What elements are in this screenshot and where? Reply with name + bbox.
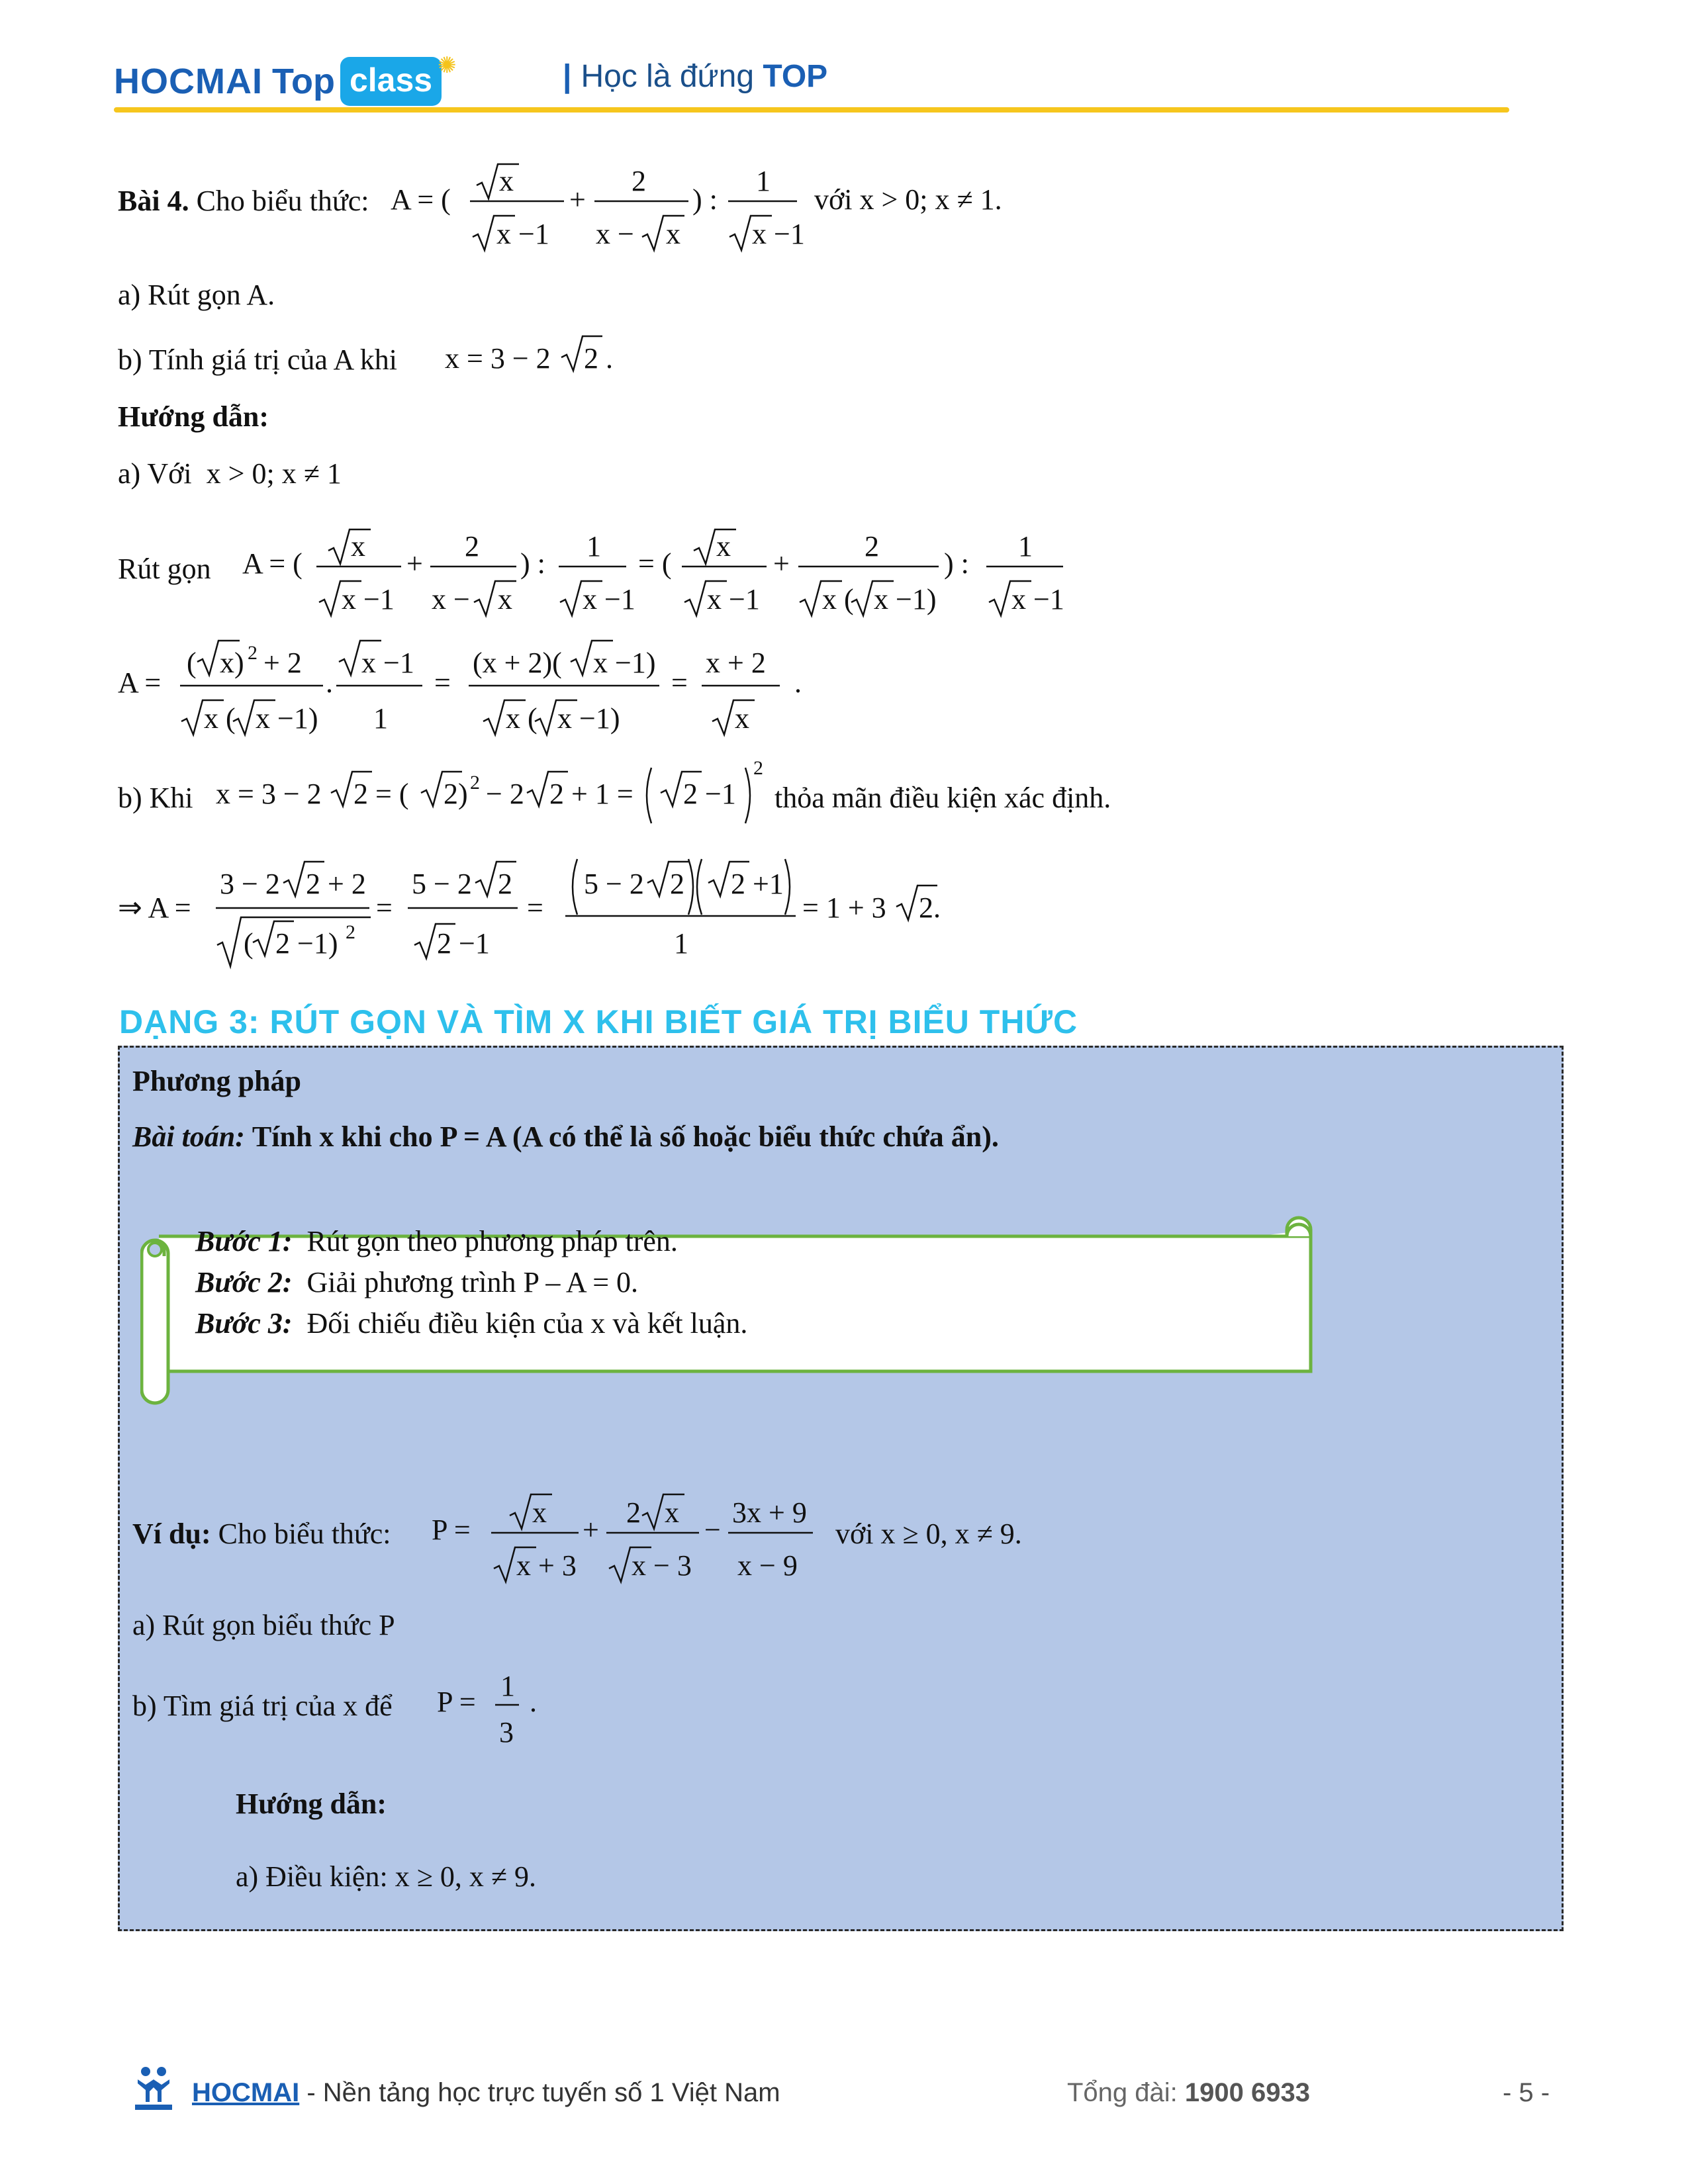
step-2 [195,1265,638,1299]
svg-text:2: 2 [753,757,763,779]
guide-a-condition: x > 0; x ≠ 1 [199,457,342,490]
footer-brand-link[interactable]: HOCMAI [192,2078,300,2107]
svg-text:=: = [671,666,688,699]
formula-simplify-step-2 [118,635,912,741]
svg-text:(: ( [187,647,197,679]
svg-text:x −1: x −1 [752,218,805,250]
svg-text:1: 1 [756,165,771,197]
formula-P-target [437,1668,569,1754]
svg-text:(x + 2)(: (x + 2)( [473,647,562,679]
svg-text:2): 2) [444,778,468,810]
svg-text:3 − 2: 3 − 2 [220,868,280,900]
example-guide-a-math: x ≥ 0, x ≠ 9. [395,1860,536,1893]
svg-text:1: 1 [373,702,388,735]
svg-text:x − 9: x − 9 [737,1549,798,1582]
svg-text:2 + 2: 2 + 2 [306,868,366,900]
svg-text:x (: x ( [506,702,538,735]
step-1-label: Bước 1: [195,1225,293,1257]
svg-text:3x + 9: 3x + 9 [732,1496,807,1529]
svg-text:5 − 2: 5 − 2 [412,868,472,900]
svg-text:A = (: A = ( [391,183,451,216]
step-1-text: Rút gọn theo phương pháp trên. [306,1225,678,1257]
svg-text:x −: x − [432,583,470,615]
svg-text:3: 3 [499,1716,514,1749]
svg-text:−: − [704,1514,721,1546]
svg-text:x: x [351,530,365,563]
svg-text:với x > 0; x ≠ 1.: với x > 0; x ≠ 1. [814,183,1002,216]
svg-text:x −1: x −1 [1011,583,1064,615]
svg-text:=: = [376,891,393,924]
example-guide-a [236,1860,536,1893]
header-rule [114,107,1509,113]
svg-text:A =: A = [118,666,162,699]
tagline-emphasis: TOP [763,59,828,94]
svg-text:2: 2 [632,165,646,197]
svg-text:2: 2 [670,868,684,900]
step-3 [195,1306,747,1340]
example-part-b [132,1689,393,1723]
example-intro [132,1517,391,1551]
section-title: DẠNG 3: RÚT GỌN VÀ TÌM X KHI BIẾT GIÁ TRỊ BIỂU THỨC [119,1003,1078,1040]
step-2-label: Bước 2: [195,1266,293,1298]
svg-text:2 .: 2 . [584,342,613,375]
svg-text:+: + [583,1514,599,1546]
svg-text:2: 2 [346,921,355,943]
method-problem-label: Bài toán: [132,1120,245,1153]
formula-P-definition [432,1482,842,1588]
svg-text:5 − 2: 5 − 2 [584,868,644,900]
svg-text:+: + [406,547,423,580]
tagline [563,58,827,95]
step-1 [195,1224,678,1258]
part-b-prefix: b) Tính giá trị của A khi [118,343,398,376]
guide-simplify-label: Rút gọn [118,553,211,585]
svg-text:x: x [665,1496,679,1529]
svg-text:= (: = ( [638,547,672,580]
formula-simplify-step-1 [242,516,1103,622]
svg-text:x −1): x −1) [256,702,318,735]
svg-text:+: + [773,547,790,580]
problem-4-statement [118,184,369,218]
svg-text:A = (: A = ( [242,547,303,580]
formula-x-rewrite [211,754,793,827]
svg-text:1: 1 [586,530,601,563]
guide-b-prefix: b) Khi [118,782,193,814]
svg-text:x + 3: x + 3 [516,1549,577,1582]
formula-x-value [445,331,643,384]
svg-text:) :: ) : [944,547,969,580]
svg-text:.: . [530,1686,537,1718]
footer-slogan [192,2078,780,2108]
svg-text:1: 1 [1018,530,1033,563]
logo-top: Top [271,62,335,101]
example-condition: với x ≥ 0, x ≠ 9. [835,1518,1022,1550]
example-guide-a-prefix: a) Điều kiện: [236,1860,388,1893]
step-2-text: Giải phương trình P – A = 0. [306,1266,639,1298]
svg-text:(: ( [244,927,254,960]
svg-text:2 = (: 2 = ( [353,778,409,810]
svg-text:2: 2 [465,530,479,563]
svg-text:2: 2 [498,868,512,900]
svg-text:x: x [499,165,514,197]
method-problem-text: Tính x khi cho P = A (A có thể là số hoặc biểu thức chứa ẩn). [252,1120,999,1153]
svg-text:x −: x − [596,218,634,250]
svg-text:=: = [434,666,451,699]
svg-text:) :: ) : [692,183,718,216]
svg-text:2.: 2. [919,891,941,924]
svg-text:2 −1: 2 −1 [437,927,490,960]
svg-text:.: . [794,666,802,699]
hocmai-topclass-logo [114,52,457,111]
example-part-a: a) Rút gọn biểu thức P [132,1609,395,1641]
method-heading: Phương pháp [132,1065,301,1097]
hocmai-footer-logo-icon [132,2065,175,2111]
svg-text:x −1: x −1 [707,583,760,615]
svg-text:2 −1): 2 −1) [275,927,338,960]
svg-text:x −1): x −1) [593,647,656,679]
svg-text:x −1: x −1 [496,218,549,250]
step-3-text: Đối chiếu điều kiện của x và kết luận. [306,1307,748,1340]
example-guide-title: Hướng dẫn: [236,1788,387,1820]
svg-text:2: 2 [248,642,258,664]
svg-text:x −1): x −1) [557,702,620,735]
formula-A-definition [391,159,1053,258]
example-part-b-prefix: b) Tìm giá trị của x để [132,1690,393,1722]
logo-brand: HOCMAI [114,62,263,101]
problem-4-intro: Cho biểu thức: [196,185,369,217]
svg-text:2: 2 [470,772,480,794]
svg-text:x: x [735,702,749,735]
svg-text:x − 3: x − 3 [632,1549,692,1582]
footer-hotline [1067,2078,1310,2108]
svg-text:x: x [498,583,512,615]
svg-text:P =: P = [432,1514,471,1546]
svg-text:1: 1 [674,927,688,960]
svg-text:− 2: − 2 [486,778,524,810]
svg-text:+ 2: + 2 [263,647,302,679]
svg-text:x: x [716,530,731,563]
svg-text:2: 2 [865,530,879,563]
example-intro-text: Cho biểu thức: [218,1518,391,1550]
svg-text:.: . [326,666,333,699]
problem-4-part-a: a) Rút gọn A. [118,279,275,311]
svg-text:x + 2: x + 2 [706,647,766,679]
svg-text:=: = [527,891,543,924]
guide-b [118,781,193,815]
svg-text:x −1: x −1 [583,583,635,615]
sun-icon: ✺ [438,52,457,79]
svg-text:2 −1: 2 −1 [683,778,736,810]
problem-4-part-b [118,343,397,377]
logo-class: class [340,57,442,106]
tagline-prefix: Học là đứng [581,59,755,94]
svg-text:x = 3 − 2: x = 3 − 2 [216,778,322,810]
svg-text:x −1): x −1) [874,583,937,615]
formula-A-value [118,847,952,979]
page-number: - 5 - [1503,2078,1550,2107]
problem-4-title: Bài 4. [118,185,189,217]
step-3-label: Bước 3: [195,1307,293,1340]
footer-slogan-text: - Nền tảng học trực tuyến số 1 Việt Nam [299,2078,780,2107]
svg-text:x = 3 − 2: x = 3 − 2 [445,342,551,375]
svg-text:x (: x ( [822,583,854,615]
svg-text:2: 2 [626,1496,641,1529]
svg-text:= 1 + 3: = 1 + 3 [802,891,886,924]
svg-text:x −1: x −1 [361,647,414,679]
guide-a [118,457,342,490]
svg-text:1: 1 [500,1670,515,1702]
svg-text:+: + [569,183,586,216]
svg-text:P =: P = [437,1686,476,1718]
svg-text:x: x [666,218,680,250]
footer-hotline-label: Tổng đài: [1067,2078,1185,2107]
svg-text:x): x) [220,647,244,679]
svg-text:x: x [532,1496,547,1529]
example-label: Ví dụ: [132,1518,211,1550]
method-problem [132,1120,999,1154]
svg-text:2 + 1 =: 2 + 1 = [549,778,633,810]
guide-b-suffix: thỏa mãn điều kiện xác định. [774,782,1111,814]
svg-text:2 +1: 2 +1 [731,868,784,900]
tagline-divider: | [563,59,572,94]
footer-hotline-number: 1900 6933 [1184,2078,1310,2107]
svg-text:x −1: x −1 [342,583,395,615]
guide-a-prefix: a) Với [118,457,192,490]
svg-text:) :: ) : [520,547,545,580]
guide-title: Hướng dẫn: [118,400,269,433]
svg-text:⇒ A =: ⇒ A = [118,891,191,924]
svg-text:x (: x ( [204,702,236,735]
